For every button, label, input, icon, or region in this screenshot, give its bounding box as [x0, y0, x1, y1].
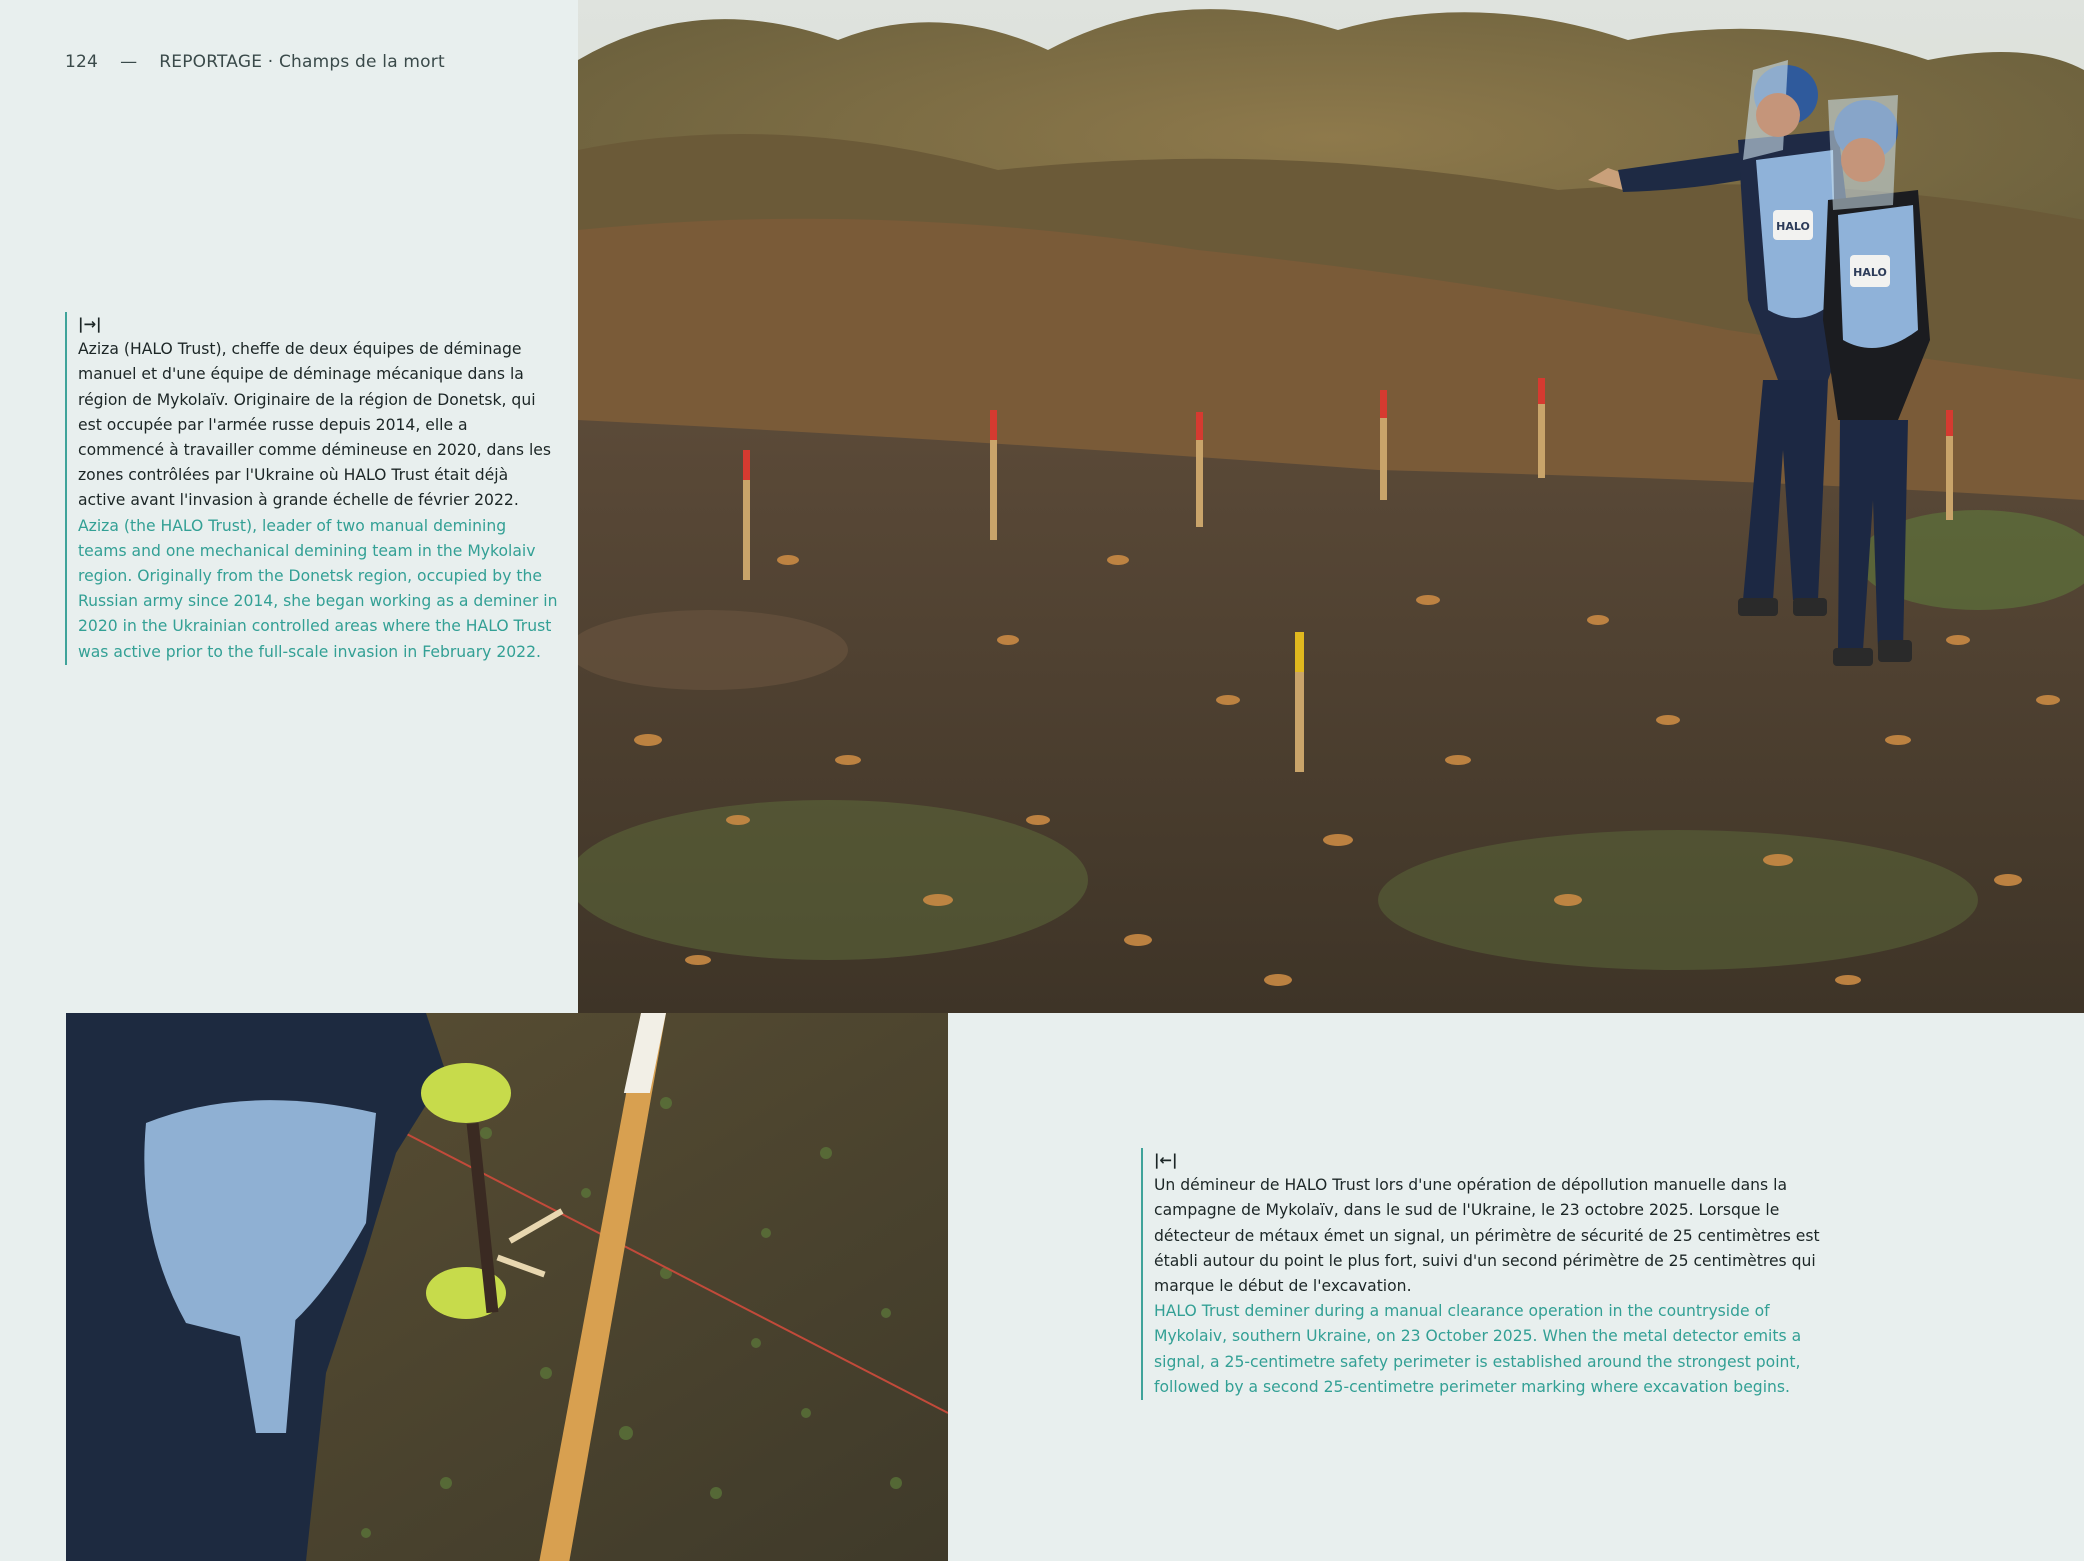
caption-aziza — [65, 312, 558, 665]
detail-photo — [66, 1013, 948, 1561]
caption-french-text: Un démineur de HALO Trust lors d'une opération de dépollution manuelle dans la campagne de Mykolaïv, dans le sud de l'Ukraine, le 23 octobre 2025. Lorsque le détecteur de métaux émet un signal, un périmètre de sécurité de 25 centimètres est établi autour du point le plus fort, suivi d'un second périmètre de 25 centimètres qui marque le début de l'excavation. — [1154, 1176, 1820, 1296]
running-header — [65, 52, 445, 72]
caption-english-text: Aziza (the HALO Trust), leader of two manual demining teams and one mechanical demining team in the Mykolaiv region. Originally from the Donetsk region, occupied by the Russian army since 2014, she began working as a deminer in 2020 in the Ukrainian controlled areas where the HALO Trust was active prior to the full-scale invasion in February 2022. — [78, 516, 558, 661]
caption-french-text: Aziza (HALO Trust), cheffe de deux équipes de déminage manuel et d'une équipe de déminage mécanique dans la région de Mykolaïv. Originaire de la région de Donetsk, qui est occupée par l'armée russe depuis 2014, elle a commencé à travailler comme démineuse en 2020, dans les zones contrôlées par l'Ukraine où HALO Trust était déjà active avant l'invasion à grande échelle de février 2022. — [78, 340, 552, 510]
caption-english-text: HALO Trust deminer during a manual clearance operation in the countryside of Mykolaiv, southern Ukraine, on 23 October 2025. When the metal detector emits a signal, a 25-centimetre safety perimeter is established around the strongest point, followed by a second 25-centimetre perimeter marking where excavation begins. — [1154, 1302, 1802, 1396]
arrow-right-icon: |→| — [78, 315, 102, 333]
caption-deminer — [1141, 1148, 1844, 1400]
page-number: 124 — [65, 52, 99, 72]
main-photo — [578, 0, 2084, 1013]
section-title: REPORTAGE · Champs de la mort — [159, 52, 445, 72]
vest-badge-1: HALO — [1776, 220, 1810, 233]
arrow-left-icon: |←| — [1154, 1151, 1178, 1169]
header-dash: — — [120, 52, 138, 72]
vest-badge-2: HALO — [1853, 266, 1887, 279]
